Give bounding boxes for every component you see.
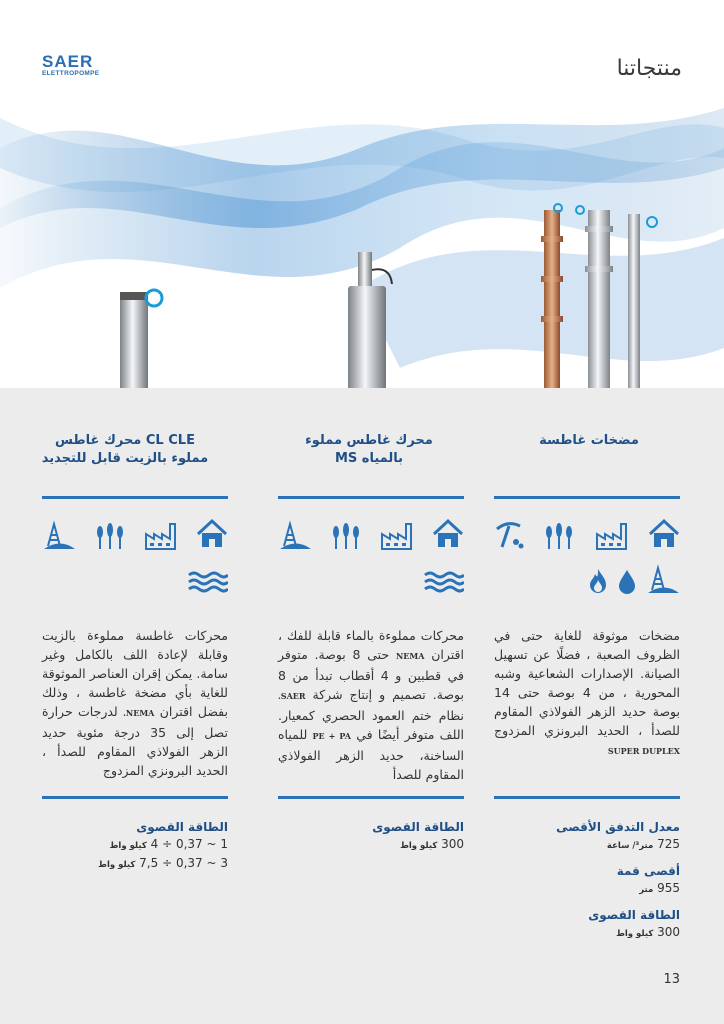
crops-icon [94, 522, 126, 550]
factory-icon [595, 520, 629, 550]
spec-value: 300 كيلو واط [400, 837, 464, 851]
product-description: مضخات موثوقة للغاية حتى في الظروف الصعبة ، فضلًا عن تسهيل الصيانة. الإصدارات الشعاعية وشبه المحورية ، من 4 بوصة حتى 14 بوصة حديد الزهر الفولاذي المقاوم للصدأ ، الحديد البرونزي المزدوج SUPER DUPLEX [494, 628, 680, 756]
crops-icon [543, 522, 575, 550]
product-name-ms-motor: محرك غاطس مملوء بالمياه MS [305, 433, 433, 466]
product-specs [42, 820, 228, 883]
product-description: محركات مملوءة بالماء قابلة للفك ، اقتران NEMA حتى 8 بوصة. متوفر في قطبين و 4 أقطاب تبدأ من 8 بوصة. تصميم و إنتاج شركة SAER. نظام ختم العمود الحصري كمعيار. اللف متوفر أيضًا في PE + PA للمياه الساخنة، حديد الزهر الفولاذي المقاوم للصدأ [278, 628, 465, 782]
spec-value: 3 ~ 0,37 ÷ 7,5 كيلو واط [98, 856, 228, 870]
house-icon [432, 518, 464, 550]
house-icon [196, 518, 228, 550]
page-number: 13 [663, 972, 680, 987]
section-divider [494, 496, 680, 499]
fire-icon [588, 568, 608, 594]
product-specs [278, 820, 464, 864]
hero-area [0, 0, 724, 388]
water-waves-icon [424, 570, 464, 594]
section-divider [494, 796, 680, 799]
section-divider [278, 496, 464, 499]
product-image-cl-cle-motor [110, 282, 170, 388]
spec-label: الطاقة القصوى [372, 820, 464, 834]
house-icon [648, 518, 680, 550]
spec-value: 725 متر³/ ساعة [606, 837, 680, 851]
product-name-cl-cle-motor: CL CLE محرك غاطس مملوء بالزيت قابل للتجديد [41, 433, 209, 466]
spec-value: 955 متر [639, 881, 680, 895]
application-icons [494, 514, 680, 594]
product-image-ms-motor [340, 250, 400, 388]
crops-icon [330, 522, 362, 550]
mine-tower-icon [42, 520, 76, 550]
product-specs [494, 820, 680, 952]
mine-tower-icon [278, 520, 312, 550]
section-divider [42, 496, 228, 499]
product-name-submersible-pumps: مضخات غاطسة [539, 433, 639, 448]
mine-tower-icon [646, 564, 680, 594]
water-waves-icon [188, 570, 228, 594]
section-divider [42, 796, 228, 799]
factory-icon [380, 520, 414, 550]
section-divider [278, 796, 464, 799]
product-description: محركات غاطسة مملوءة بالزيت وقابلة لإعادة اللف بالكامل وغير سامة. يمكن إقران العناصر الموثوقة للغاية بأي مضخة غاطسة ، وذلك بفضل اقتران NEMA. لدرجات حرارة تصل إلى 35 درجة مئوية حديد الزهر الفولاذي المقاوم للصدأ ، الحديد البرونزي المزدوج [42, 628, 229, 778]
page-title: منتجاتنا [616, 56, 682, 81]
pickaxe-icon [494, 520, 524, 550]
application-icons [42, 514, 228, 594]
application-icons [278, 514, 464, 594]
spec-label: معدل التدفق الأقصى [556, 820, 680, 834]
spec-value: 1 ~ 0,37 ÷ 4 كيلو واط [109, 837, 228, 851]
factory-icon [144, 520, 178, 550]
oil-drop-icon [618, 568, 636, 594]
product-image-submersible-pumps [530, 196, 670, 388]
spec-label: الطاقة القصوى [136, 820, 228, 834]
spec-value: 300 كيلو واط [616, 925, 680, 939]
spec-label: أقصى قمة [616, 864, 680, 878]
spec-label: الطاقة القصوى [588, 908, 680, 922]
saer-logo: SAER ELETTROPOMPE [42, 52, 100, 77]
